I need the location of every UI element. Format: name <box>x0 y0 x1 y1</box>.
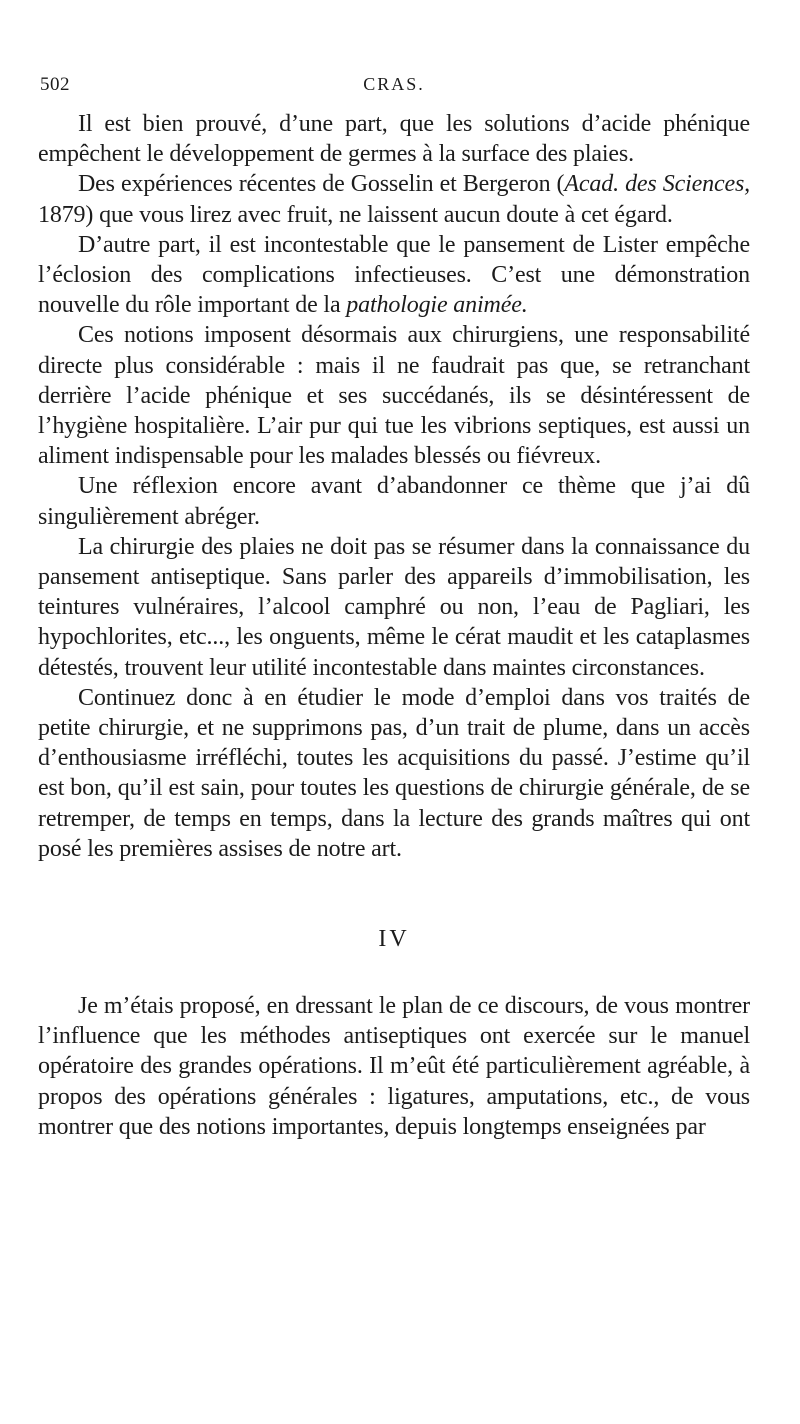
running-title: CRAS. <box>363 74 425 94</box>
paragraph-phenic-acid: Il est bien prouvé, d’une part, que les solutions d’acide phénique empêchent le développement de germes à la surface des plaies. <box>38 111 750 168</box>
document-page <box>38 64 750 1142</box>
paragraph-text: 1879) que vous lirez avec fruit, ne laissent aucun doute à cet égard. <box>38 201 673 228</box>
page-number: 502 <box>40 74 70 95</box>
paragraph-continue-study: Continuez donc à en étudier le mode d’emploi dans vos traités de petite chirurgie, et ne supprimons pas, d’un trait de plume, dans un accès d’enthousiasme irréfléchi, toutes les acquisitions du passé. J’estime qu’il est bon, qu’il est sain, pour toutes les questions de chirurgie générale, de se retremper, de temps en temps, dans la lecture des grands maîtres qui ont posé les premières assises de notre art. <box>38 684 750 862</box>
section-heading: IV <box>378 926 410 953</box>
paragraph-experiments <box>38 169 750 229</box>
citation-italic: Acad. des Sciences, <box>564 171 750 198</box>
emphasis-italic: pathologie animée. <box>346 292 528 319</box>
body-text <box>38 109 750 1142</box>
paragraph-text: D’autre part, il est incontestable que le pansement de Lister empêche l’éclosion des complications infectieuses. C’est une démonstration nouvelle du rôle important de la <box>38 231 750 319</box>
paragraph-section-intro: Je m’étais proposé, en dressant le plan de ce discours, de vous montrer l’influence que les méthodes antiseptiques ont exercée sur le manuel opératoire des grandes opérations. Il m’eût été particulièrement agréable, à propos des opérations générales : ligatures, amputations, etc., de vous montrer que des notions importantes, depuis longtemps enseignées par <box>38 993 750 1140</box>
paragraph-wound-surgery: La chirurgie des plaies ne doit pas se résumer dans la connaissance du pansement antiseptique. Sans parler des appareils d’immobilisation, les teintures vulnéraires, l’alcool camphré ou non, l’eau de Pagliari, les hypochlorites, etc..., les onguents, même le cérat maudit et les cataplasmes détestés, trouvent leur utilité incontestable dans maintes circonstances. <box>38 533 750 681</box>
paragraph-lister <box>38 230 750 321</box>
page-header <box>38 64 750 98</box>
paragraph-reflection: Une réflexion encore avant d’abandonner ce thème que j’ai dû singulièrement abréger. <box>38 473 750 530</box>
paragraph-hygiene: Ces notions imposent désormais aux chirurgiens, une responsabilité directe plus considérable : mais il ne faudrait pas que, se retranchant derrière l’acide phénique et ses succédanés, ils se désintéressent de l’hygiène hospitalière. L’air pur qui tue les vibrions septiques, est aussi un aliment indispensable pour les malades blessés ou fiévreux. <box>38 322 750 470</box>
paragraph-text: Des expériences récentes de Gosselin et Bergeron ( <box>78 171 565 198</box>
